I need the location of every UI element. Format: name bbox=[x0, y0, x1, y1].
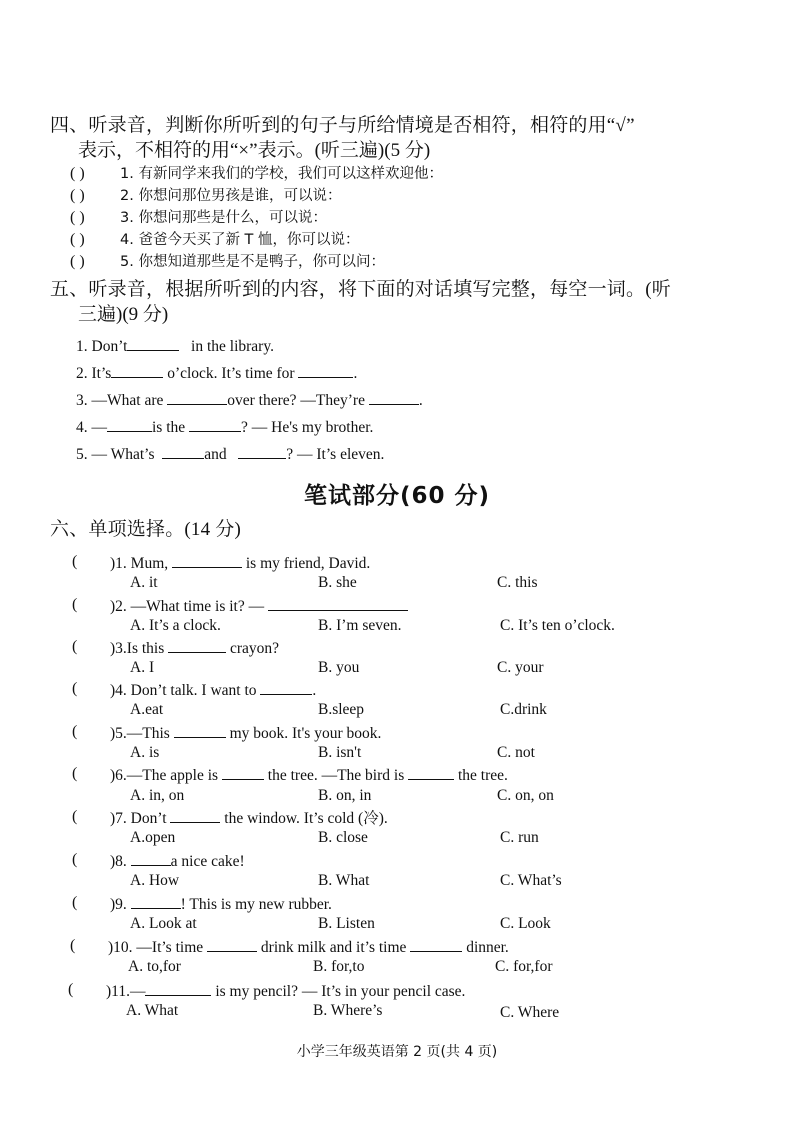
question-text: is my friend, David. bbox=[245, 555, 371, 572]
dialogue-text: ? — It’s eleven. bbox=[286, 446, 385, 463]
dialogue-text: o’clock. It’s time for bbox=[167, 365, 295, 382]
option-b[interactable]: B. close bbox=[318, 829, 368, 846]
fill-blank[interactable] bbox=[170, 807, 220, 823]
option-b[interactable]: B. isn't bbox=[318, 744, 362, 761]
question-text: )10. —It’s time bbox=[108, 939, 204, 956]
dialogue-item bbox=[76, 389, 423, 411]
dialogue-text: 4. — bbox=[76, 419, 107, 436]
question-text: )11.— bbox=[106, 983, 146, 1000]
section5-title: 五、听录音，根据所听到的内容，将下面的对话填写完整，每空一词。(听 bbox=[50, 279, 671, 300]
list-item: 1. 有新同学来我们的学校，我们可以这样欢迎他： bbox=[120, 166, 443, 182]
fill-blank[interactable] bbox=[268, 595, 408, 611]
question-text: the tree. bbox=[458, 767, 508, 784]
option-b[interactable]: B. Where’s bbox=[313, 1002, 383, 1019]
question-stem bbox=[106, 980, 465, 1002]
option-a[interactable]: A. is bbox=[130, 744, 160, 761]
question-text: )2. —What time is it? — bbox=[110, 598, 265, 615]
answer-paren[interactable]: ( bbox=[72, 723, 78, 740]
fill-blank[interactable] bbox=[298, 362, 353, 378]
answer-paren[interactable]: ( bbox=[72, 680, 78, 697]
option-a[interactable]: A.open bbox=[130, 829, 176, 846]
answer-paren[interactable]: ( bbox=[70, 937, 76, 954]
option-b[interactable]: B. she bbox=[318, 574, 357, 591]
dialogue-item bbox=[76, 362, 357, 384]
option-c[interactable]: C. It’s ten o’clock. bbox=[500, 617, 615, 634]
question-text: dinner. bbox=[466, 939, 509, 956]
question-text: crayon? bbox=[230, 640, 280, 657]
fill-blank[interactable] bbox=[172, 552, 242, 568]
question-text: )7. Don’t bbox=[110, 810, 167, 827]
question-text: )4. Don’t talk. I want to bbox=[110, 682, 257, 699]
question-stem bbox=[110, 722, 381, 744]
option-a[interactable]: A.eat bbox=[130, 701, 164, 718]
answer-paren[interactable]: ( bbox=[72, 765, 78, 782]
option-a[interactable]: A. it bbox=[130, 574, 158, 591]
question-stem bbox=[110, 595, 408, 617]
question-text: is my pencil? — It’s in your pencil case. bbox=[215, 983, 466, 1000]
option-c[interactable]: C. What’s bbox=[500, 872, 562, 889]
question-text: my book. It's your book. bbox=[229, 725, 382, 742]
dialogue-text: 3. —What are bbox=[76, 392, 164, 409]
question-stem bbox=[110, 893, 332, 915]
fill-blank[interactable] bbox=[408, 764, 454, 780]
option-b[interactable]: B. Listen bbox=[318, 915, 375, 932]
fill-blank[interactable] bbox=[107, 416, 152, 432]
section6-title: 六、单项选择。(14 分) bbox=[50, 519, 242, 540]
list-item: 3. 你想问那些是什么，可以说： bbox=[120, 210, 327, 226]
question-stem bbox=[110, 637, 279, 659]
fill-blank[interactable] bbox=[207, 936, 257, 952]
answer-paren[interactable]: ( ) bbox=[70, 209, 85, 226]
question-text: )8. bbox=[110, 853, 127, 870]
dialogue-text: in the library. bbox=[191, 338, 274, 355]
fill-blank[interactable] bbox=[189, 416, 241, 432]
answer-paren[interactable]: ( ) bbox=[70, 253, 85, 270]
option-b[interactable]: B. What bbox=[318, 872, 370, 889]
fill-blank[interactable] bbox=[222, 764, 264, 780]
question-text: )6.—The apple is bbox=[110, 767, 219, 784]
dialogue-text: 2. It’s bbox=[76, 365, 112, 382]
list-item: 5. 你想知道那些是不是鸭子，你可以问： bbox=[120, 254, 385, 270]
fill-blank[interactable] bbox=[131, 850, 171, 866]
option-b[interactable]: B. for,to bbox=[313, 958, 365, 975]
question-text: . bbox=[312, 682, 317, 699]
option-a[interactable]: A. It’s a clock. bbox=[130, 617, 221, 634]
question-text: )1. Mum, bbox=[110, 555, 169, 572]
option-a[interactable]: A. in, on bbox=[130, 787, 185, 804]
option-a[interactable]: A. I bbox=[130, 659, 155, 676]
fill-blank[interactable] bbox=[145, 980, 211, 996]
question-stem bbox=[110, 679, 316, 701]
question-text: ! This is my new rubber. bbox=[180, 896, 332, 913]
list-item: 2. 你想问那位男孩是谁，可以说： bbox=[120, 188, 342, 204]
list-item: 4. 爸爸今天买了新 T 恤，你可以说： bbox=[120, 232, 360, 248]
question-text: )3.Is this bbox=[110, 640, 165, 657]
dialogue-item bbox=[76, 335, 274, 357]
answer-paren[interactable]: ( ) bbox=[70, 187, 85, 204]
fill-blank[interactable] bbox=[174, 722, 226, 738]
option-b[interactable]: B. on, in bbox=[318, 787, 372, 804]
section4-title-cont: 表示，不相符的用“×”表示。(听三遍)(5 分) bbox=[78, 140, 431, 161]
dialogue-text: . bbox=[353, 365, 358, 382]
answer-paren[interactable]: ( bbox=[72, 638, 78, 655]
question-stem bbox=[110, 850, 245, 872]
question-text: )9. bbox=[110, 896, 127, 913]
question-stem bbox=[110, 807, 388, 829]
dialogue-item bbox=[76, 443, 384, 465]
option-c[interactable]: C. run bbox=[500, 829, 539, 846]
question-text: the window. It’s cold (冷). bbox=[224, 810, 388, 827]
fill-blank[interactable] bbox=[260, 679, 312, 695]
fill-blank[interactable] bbox=[127, 335, 179, 351]
question-text: the tree. —The bird is bbox=[267, 767, 405, 784]
answer-paren[interactable]: ( bbox=[72, 851, 78, 868]
written-part-title: 笔试部分(60 分) bbox=[303, 483, 491, 509]
option-c[interactable]: C. not bbox=[497, 744, 535, 761]
fill-blank[interactable] bbox=[162, 443, 204, 459]
option-b[interactable]: B. I’m seven. bbox=[318, 617, 402, 634]
answer-paren[interactable]: ( bbox=[72, 808, 78, 825]
answer-paren[interactable]: ( bbox=[72, 894, 78, 911]
option-c[interactable]: C. Look bbox=[500, 915, 551, 932]
fill-blank[interactable] bbox=[369, 389, 419, 405]
option-c[interactable]: C. this bbox=[497, 574, 538, 591]
question-stem bbox=[110, 552, 370, 574]
section4-title: 四、听录音，判断你所听到的句子与所给情境是否相符，相符的用“√” bbox=[50, 115, 635, 136]
question-stem bbox=[110, 764, 508, 786]
fill-blank[interactable] bbox=[238, 443, 286, 459]
option-c[interactable]: C.drink bbox=[500, 701, 547, 718]
question-stem bbox=[108, 936, 509, 958]
question-text: drink milk and it’s time bbox=[260, 939, 407, 956]
option-b[interactable]: B.sleep bbox=[318, 701, 365, 718]
answer-paren[interactable]: ( ) bbox=[70, 165, 85, 182]
dialogue-text: 5. — What’s bbox=[76, 446, 155, 463]
answer-paren[interactable]: ( bbox=[72, 596, 78, 613]
fill-blank[interactable] bbox=[168, 637, 226, 653]
option-c[interactable]: C. on, on bbox=[497, 787, 554, 804]
option-a[interactable]: A. How bbox=[130, 872, 180, 889]
section5-title-cont: 三遍)(9 分) bbox=[78, 304, 169, 325]
dialogue-text: 1. Don’t bbox=[76, 338, 128, 355]
option-a[interactable]: A. to,for bbox=[128, 958, 181, 975]
dialogue-text: . bbox=[418, 392, 423, 409]
fill-blank[interactable] bbox=[131, 893, 181, 909]
option-c[interactable]: C. your bbox=[497, 659, 544, 676]
question-text: a nice cake! bbox=[170, 853, 245, 870]
fill-blank[interactable] bbox=[410, 936, 462, 952]
page-footer: 小学三年级英语第 2 页(共 4 页) bbox=[296, 1044, 498, 1060]
answer-paren[interactable]: ( ) bbox=[70, 231, 85, 248]
question-text: )5.—This bbox=[110, 725, 170, 742]
option-b[interactable]: B. you bbox=[318, 659, 360, 676]
option-c[interactable]: C. for,for bbox=[495, 958, 553, 975]
answer-paren[interactable]: ( bbox=[68, 981, 74, 998]
dialogue-text: and bbox=[204, 446, 227, 463]
dialogue-text: ? — He's my brother. bbox=[241, 419, 374, 436]
dialogue-text: is the bbox=[152, 419, 186, 436]
fill-blank[interactable] bbox=[167, 389, 227, 405]
dialogue-text: over there? —They’re bbox=[227, 392, 365, 409]
dialogue-item bbox=[76, 416, 373, 438]
fill-blank[interactable] bbox=[111, 362, 163, 378]
option-a[interactable]: A. What bbox=[126, 1002, 179, 1019]
answer-paren[interactable]: ( bbox=[72, 553, 78, 570]
option-a[interactable]: A. Look at bbox=[130, 915, 197, 932]
option-c[interactable]: C. Where bbox=[500, 1004, 560, 1021]
